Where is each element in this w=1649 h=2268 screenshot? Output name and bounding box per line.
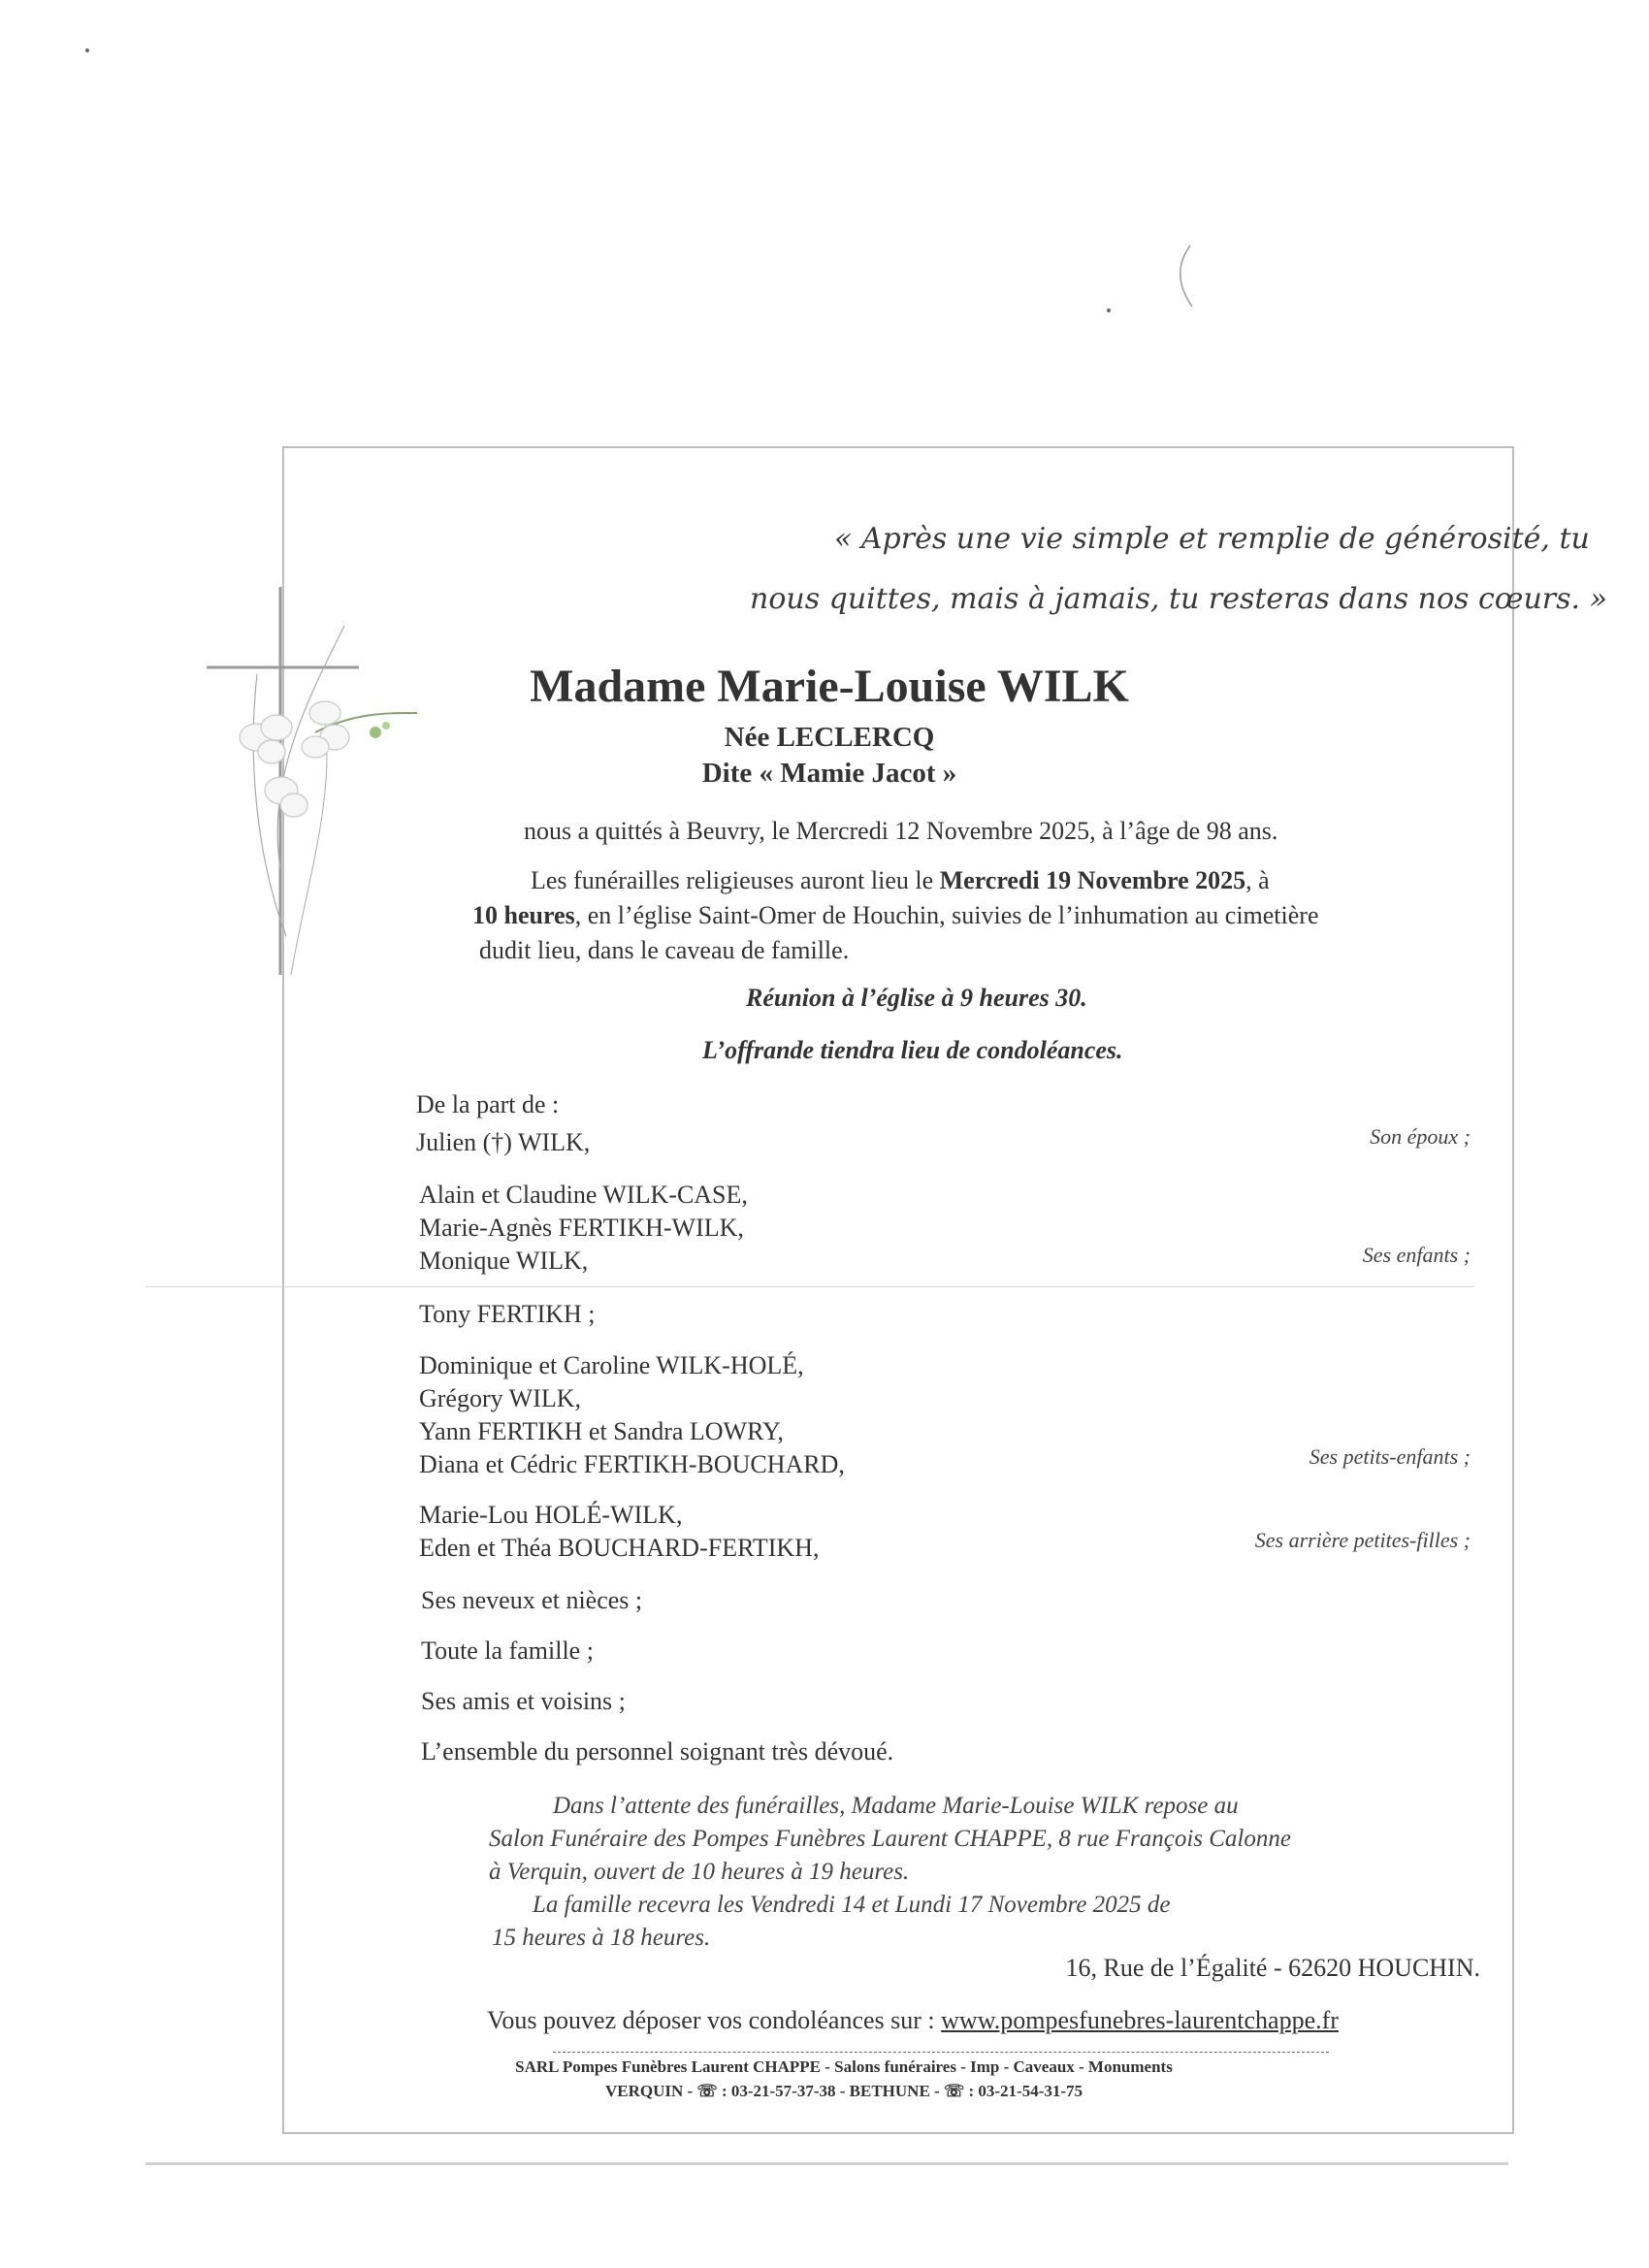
salon-line-3: à Verquin, ouvert de 10 heures à 19 heures.: [489, 1859, 910, 1885]
condolences-text: Vous pouvez déposer vos condoléances sur :: [487, 2006, 942, 2034]
quote-line-2: nous quittes, mais à jamais, tu resteras dans nos cœurs. »: [750, 582, 1607, 616]
fold-line: [146, 1286, 1474, 1287]
family-child: Alain et Claudine WILK-CASE,: [419, 1181, 748, 1209]
salon-line-5: 15 heures à 18 heures.: [492, 1925, 711, 1951]
funeral-time: 10 heures: [472, 901, 575, 929]
family-all: Toute la famille ;: [421, 1636, 594, 1665]
family-grandchild: Diana et Cédric FERTIKH-BOUCHARD,: [419, 1450, 845, 1478]
salon-line-2: Salon Funéraire des Pompes Funèbres Laurent CHAPPE, 8 rue François Calonne: [489, 1826, 1291, 1852]
family-child: Monique WILK,: [419, 1247, 589, 1275]
funeral-line-1: [531, 866, 1270, 895]
footer-divider: [553, 2052, 1329, 2054]
condolences-link[interactable]: www.pompesfunebres-laurentchappe.fr: [941, 2006, 1339, 2034]
offrande-note: L’offrande tiendra lieu de condoléances.: [702, 1036, 1123, 1064]
grandchildren-label: Ses petits-enfants ;: [1309, 1444, 1471, 1469]
reunion-note: Réunion à l’église à 9 heures 30.: [746, 984, 1087, 1012]
funeral-line-3: dudit lieu, dans le caveau de famille.: [479, 936, 850, 964]
maiden-name: Née LECLERCQ: [724, 722, 935, 753]
family-grandchild: Yann FERTIKH et Sandra LOWRY,: [419, 1417, 784, 1445]
paper-edge: [146, 2162, 1508, 2165]
family-address: 16, Rue de l’Égalité - 62620 HOUCHIN.: [1065, 1954, 1480, 1982]
spouse-label: Son époux ;: [1370, 1124, 1471, 1149]
funeral-text: Les funérailles religieuses auront lieu le: [531, 866, 940, 894]
condolences-line: [487, 2006, 1339, 2035]
scan-speck: [1107, 308, 1111, 312]
family-grandchild: Dominique et Caroline WILK-HOLÉ,: [419, 1351, 804, 1379]
family-grandchild: Grégory WILK,: [419, 1384, 582, 1412]
family-staff: L’ensemble du personnel soignant très dévoué.: [421, 1737, 894, 1766]
family-child: Marie-Agnès FERTIKH-WILK,: [419, 1214, 744, 1242]
greatgrand-label: Ses arrière petites-filles ;: [1254, 1528, 1471, 1552]
footer-company: SARL Pompes Funèbres Laurent CHAPPE - Salons funéraires - Imp - Caveaux - Monuments: [515, 2057, 1173, 2076]
scan-hair-mark: [1169, 243, 1198, 310]
family-greatgrandchild: Marie-Lou HOLÉ-WILK,: [419, 1501, 683, 1529]
de-la-part: De la part de :: [416, 1090, 560, 1118]
children-label: Ses enfants ;: [1362, 1243, 1471, 1267]
funeral-line-2: [472, 901, 1319, 930]
funeral-date: Mercredi 19 Novembre 2025: [939, 866, 1246, 894]
deceased-name: Madame Marie-Louise WILK: [530, 661, 1129, 712]
nickname: Dite « Mamie Jacot »: [701, 758, 957, 789]
footer-phones: VERQUIN - ☏ : 03-21-57-37-38 - BETHUNE - ☏ : 03-21-54-31-75: [604, 2082, 1083, 2100]
death-announcement: nous a quittés à Beuvry, le Mercredi 12 Novembre 2025, à l’âge de 98 ans.: [524, 817, 1278, 845]
salon-line-1: Dans l’attente des funérailles, Madame Marie-Louise WILK repose au: [553, 1793, 1239, 1819]
spouse-name: Julien (†) WILK,: [416, 1128, 591, 1156]
family-friends: Ses amis et voisins ;: [421, 1687, 626, 1715]
family-tony: Tony FERTIKH ;: [419, 1300, 596, 1328]
funeral-text: , à: [1245, 866, 1270, 894]
funeral-text: , en l’église Saint-Omer de Houchin, suivies de l’inhumation au cimetière: [574, 901, 1319, 929]
quote-line-1: « Après une vie simple et remplie de générosité, tu: [834, 522, 1590, 556]
family-neveux: Ses neveux et nièces ;: [421, 1586, 643, 1614]
family-greatgrandchild: Eden et Théa BOUCHARD-FERTIKH,: [419, 1534, 820, 1562]
salon-line-4: La famille recevra les Vendredi 14 et Lundi 17 Novembre 2025 de: [533, 1892, 1171, 1918]
scan-speck: [85, 49, 89, 52]
